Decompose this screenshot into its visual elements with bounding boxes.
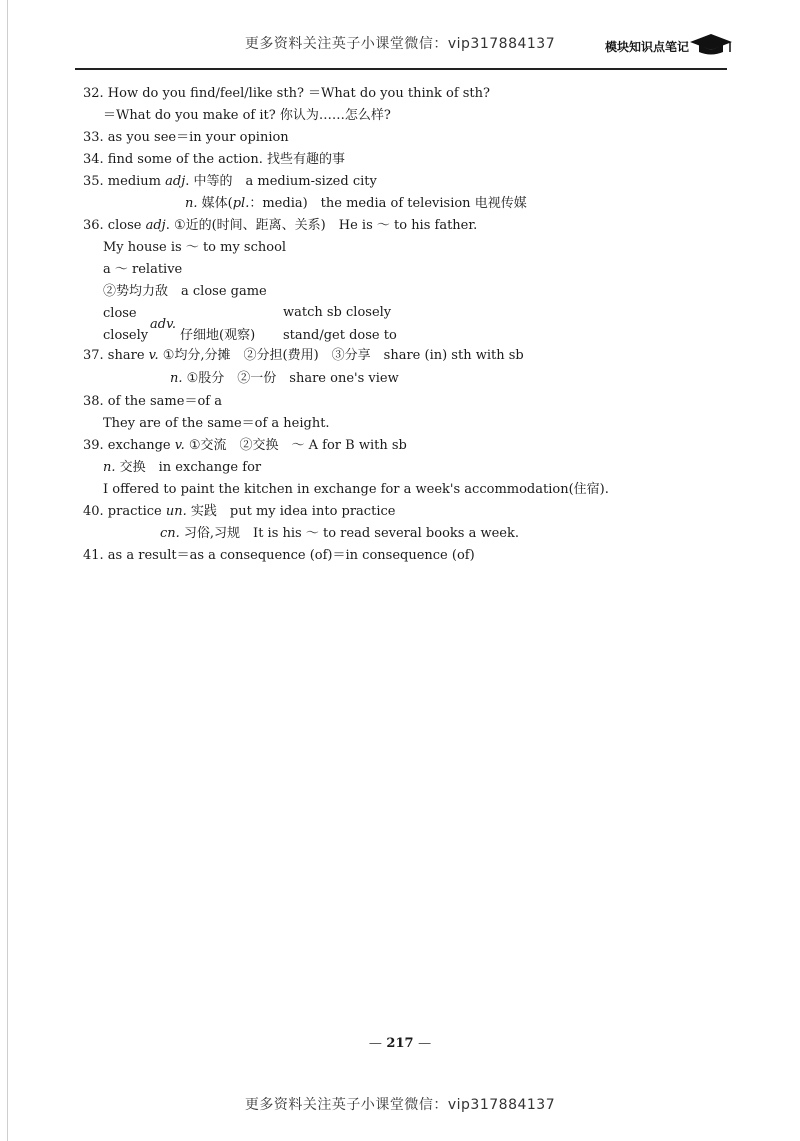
entry-37-rest: ①均分,分摊 ②分担(费用) ③分享 share (in) sth with sb — [158, 348, 524, 363]
entry-35-sense-2-pos: n. — [185, 196, 198, 211]
entry-36-stand: stand/get dose to — [283, 328, 397, 343]
entry-40-sense-2-pos: cn. — [160, 526, 180, 541]
entry-40-head: 40. practice — [83, 504, 166, 519]
entry-39-line-3: I offered to paint the kitchen in exchange for a week's accommodation(住宿). — [103, 482, 609, 497]
entry-36-line-2: My house is ～ to my school — [103, 240, 287, 255]
page-number-value: 217 — [386, 1036, 414, 1051]
entry-41: 41. as a result＝as a consequence (of)＝in consequence (of) — [83, 548, 475, 563]
entry-38-line-2: They are of the same＝of a height. — [103, 416, 330, 431]
entry-32-line-1: 32. How do you find/feel/like sth? ＝What do you think of sth? — [83, 86, 490, 101]
entry-39-rest: ①交流 ②交换 ～ A for B with sb — [184, 438, 407, 453]
entry-35-sense-2-rest: ：media) the media of television 电视传媒 — [249, 196, 527, 211]
entry-35-sense-2-pl: pl. — [232, 196, 250, 211]
entry-36 — [83, 218, 477, 234]
entry-39-sense-2 — [103, 460, 261, 476]
entry-36-line-4: ②势均力敌 a close game — [103, 284, 267, 299]
entry-35-sense-2 — [185, 196, 527, 212]
header-tag: 模块知识点笔记 — [605, 40, 690, 54]
graduation-cap-icon — [688, 30, 734, 56]
entry-36-closely: closely — [103, 328, 149, 343]
entry-39-pos: v. — [174, 438, 185, 453]
watermark-top: 更多资料关注英子小课堂微信：vip317884137 — [244, 36, 556, 52]
entry-32-line-2: ＝What do you make of it? 你认为……怎么样? — [103, 108, 391, 123]
entry-39-head: 39. exchange — [83, 438, 175, 453]
entry-33: 33. as you see＝in your opinion — [83, 130, 289, 145]
entry-35-pos: adj — [165, 174, 186, 189]
entry-37-head: 37. share — [83, 348, 149, 363]
entry-37-sense-2-rest: ①股分 ②一份 share one's view — [182, 371, 399, 386]
entry-40 — [83, 504, 395, 520]
entry-39 — [83, 438, 407, 454]
entry-37 — [83, 348, 524, 364]
entry-34: 34. find some of the action. 找些有趣的事 — [83, 152, 346, 167]
entry-35-sense-2-mid: 媒体( — [197, 196, 233, 211]
entry-35-head: 35. medium — [83, 174, 166, 189]
entry-39-sense-2-pos: n. — [103, 460, 116, 475]
entry-35 — [83, 174, 377, 190]
entry-36-rest: . ①近的(时间、距离、关系) He is ～ to his father. — [165, 218, 478, 233]
entry-36-close: close — [103, 306, 137, 321]
entry-36-watch: watch sb closely — [283, 305, 392, 320]
entry-37-sense-2-pos: n. — [170, 371, 183, 386]
page-dash-right: — — [418, 1036, 432, 1051]
entry-40-sense-2-rest: 习俗,习规 It is his ～ to read several books a week. — [179, 526, 519, 541]
entry-35-rest: . 中等的 a medium-sized city — [185, 174, 377, 189]
header-rule — [75, 68, 727, 70]
page-number — [0, 1036, 800, 1051]
entry-36-head: 36. close — [83, 218, 146, 233]
entry-36-adv-meaning: 仔细地(观察) — [180, 328, 256, 343]
entry-37-pos: v. — [148, 348, 159, 363]
entry-40-pos: un. — [165, 504, 187, 519]
entry-40-sense-2 — [160, 526, 519, 542]
left-margin-rule — [7, 0, 8, 1141]
entry-38: 38. of the same＝of a — [83, 394, 222, 409]
entry-37-sense-2 — [170, 371, 399, 387]
entry-40-rest: 实践 put my idea into practice — [186, 504, 396, 519]
entry-39-sense-2-rest: 交换 in exchange for — [115, 460, 262, 475]
entry-36-pos: adj — [145, 218, 166, 233]
entry-36-adv-label: adv. — [150, 317, 177, 332]
page-dash-left: — — [368, 1036, 382, 1051]
watermark-bottom: 更多资料关注英子小课堂微信：vip317884137 — [244, 1097, 556, 1113]
entry-36-line-3: a ～ relative — [103, 262, 183, 277]
